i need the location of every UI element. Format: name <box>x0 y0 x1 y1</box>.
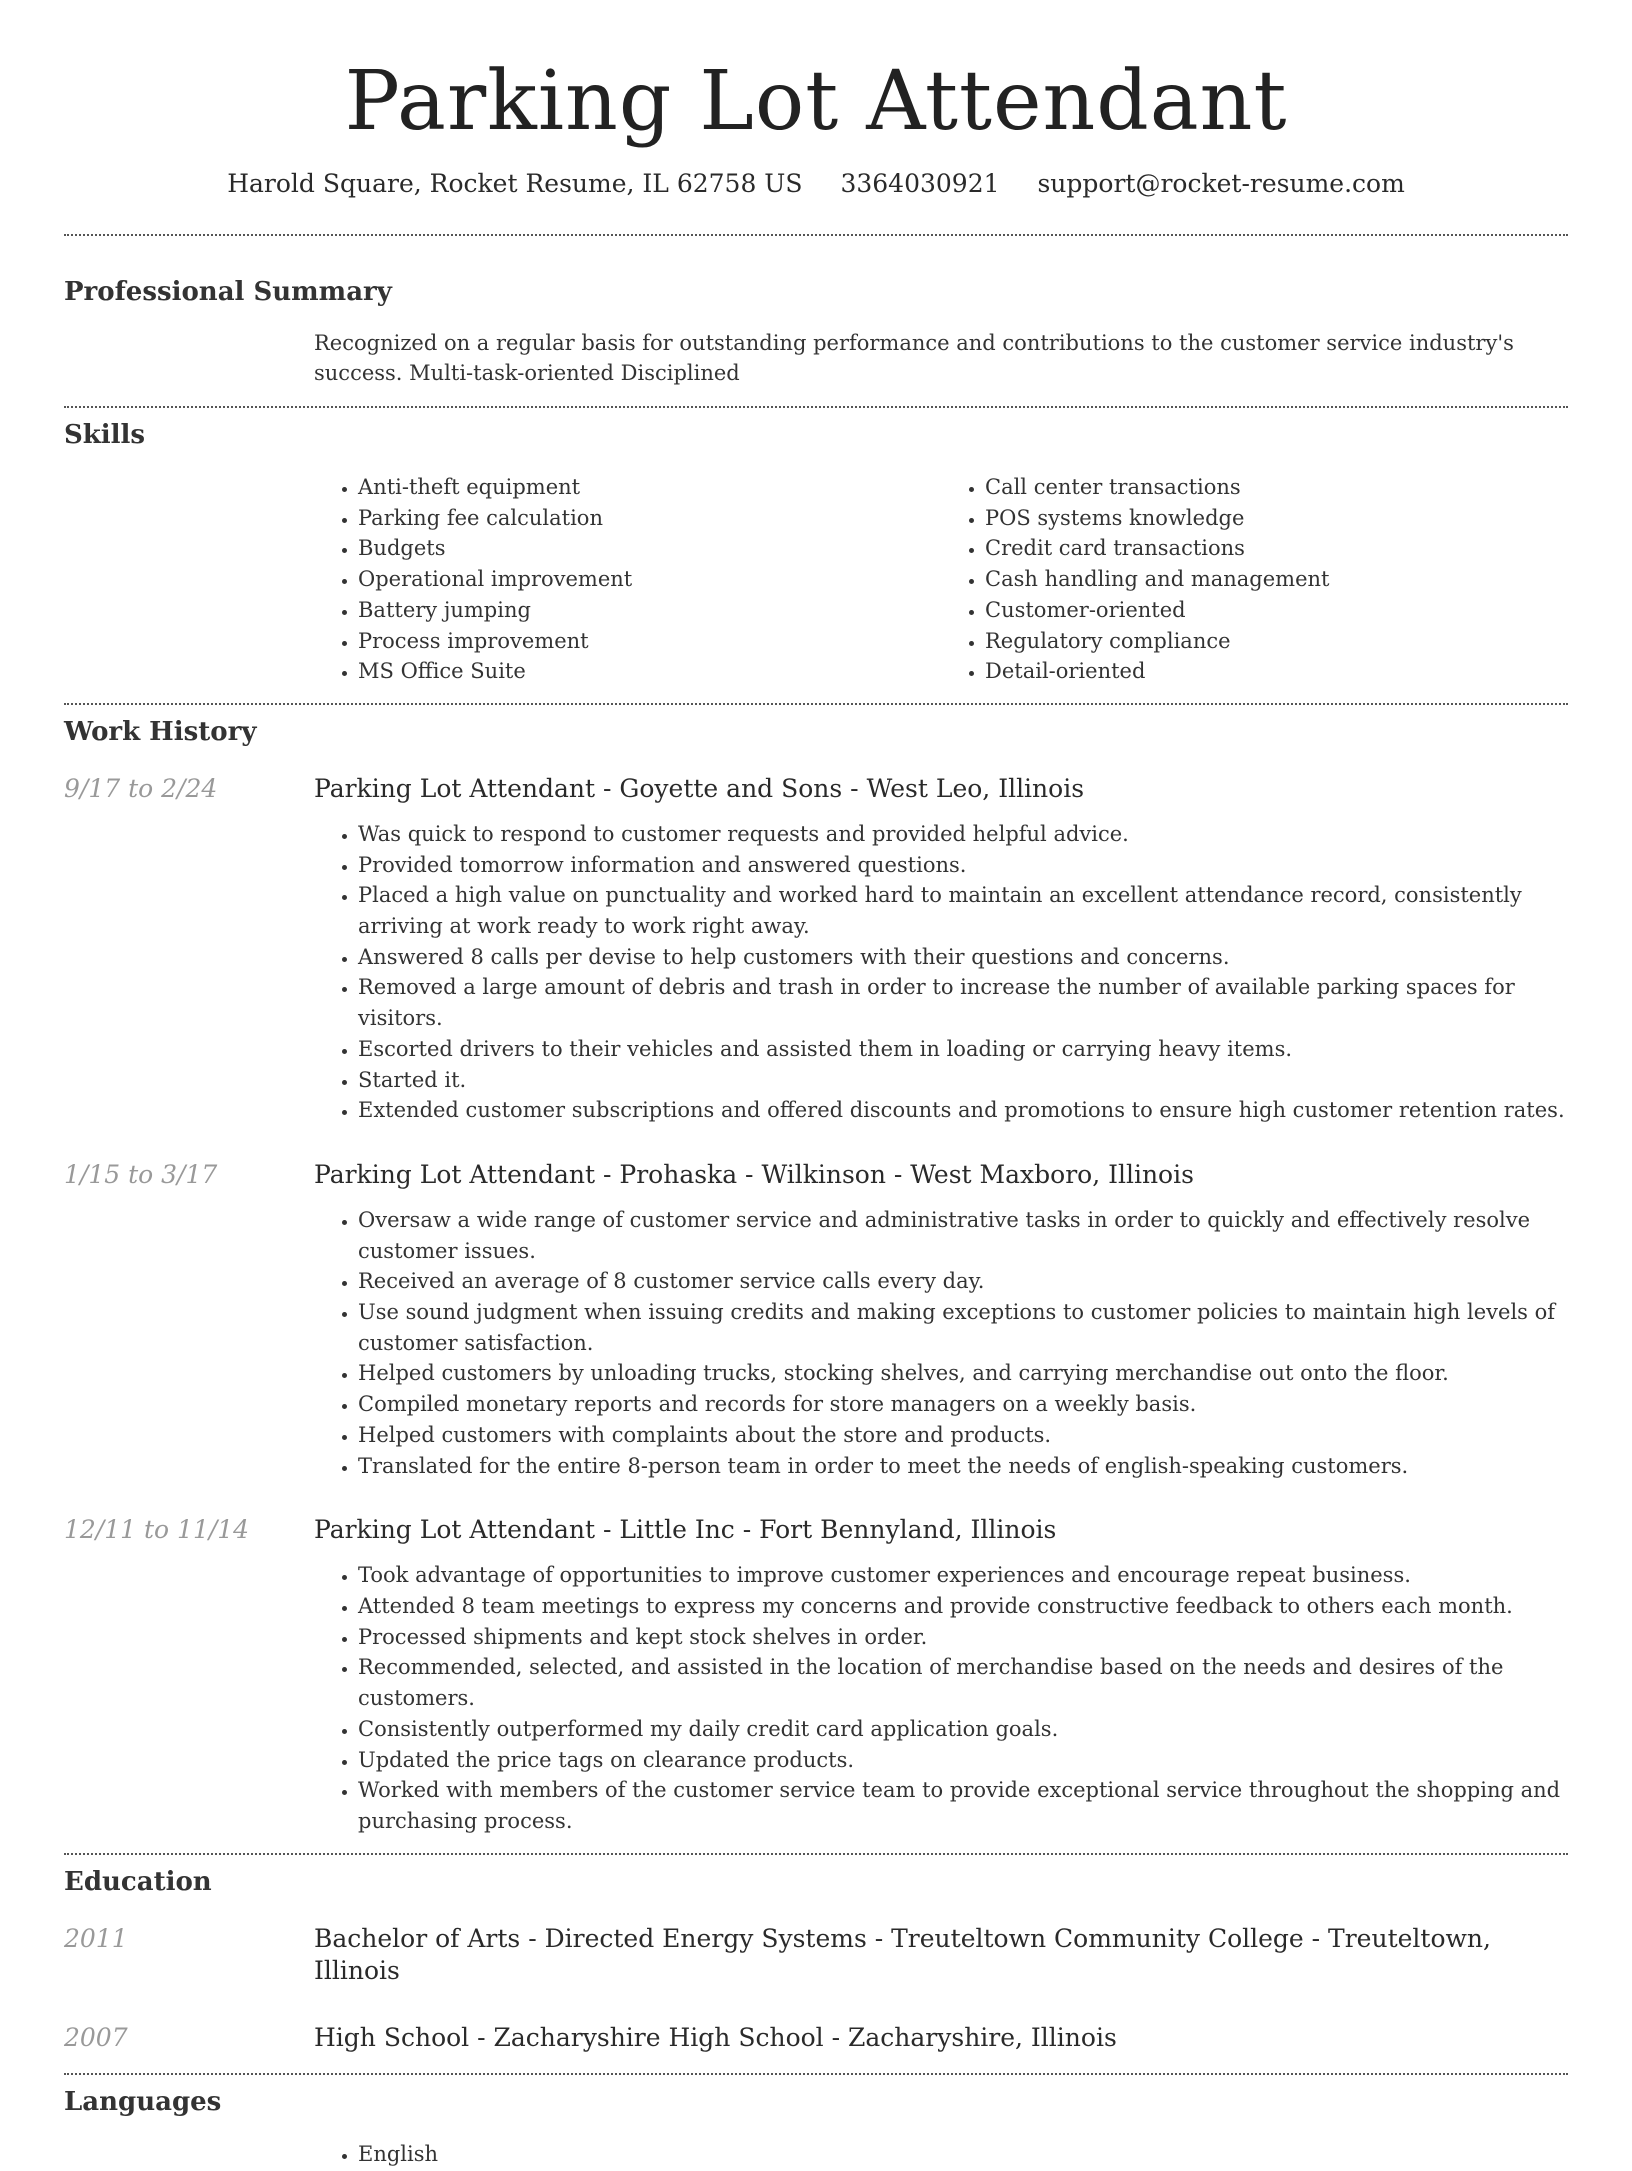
job-bullet: • Provided tomorrow information and answered questions. <box>358 850 1568 881</box>
job-bullet: • Received an average of 8 customer service calls every day. <box>358 1266 1568 1297</box>
job-bullet: • Escorted drivers to their vehicles and assisted them in loading or carrying heavy items. <box>358 1034 1568 1065</box>
job-bullets <box>314 819 1568 1126</box>
skill-item: • Anti-theft equipment <box>358 472 941 503</box>
job-bullet: • Recommended, selected, and assisted in the location of merchandise based on the needs and desires of the customers. <box>358 1652 1568 1713</box>
job-bullet: • Worked with members of the customer service team to provide exceptional service throughout the shopping and purchasing process. <box>358 1775 1568 1836</box>
education-heading: Bachelor of Arts - Directed Energy Systems - Treuteltown Community College - Treuteltown, Illinois <box>314 1923 1491 1985</box>
resume-name: Parking Lot Attendant <box>344 54 1288 149</box>
job-heading: Parking Lot Attendant - Little Inc - Fort Bennyland, Illinois <box>314 1515 1057 1545</box>
job-heading: Parking Lot Attendant - Goyette and Sons - West Leo, Illinois <box>314 773 1085 803</box>
job-bullet: • Oversaw a wide range of customer service and administrative tasks in order to quickly and effectively resolve customer issues. <box>358 1205 1568 1266</box>
job-heading: Parking Lot Attendant - Prohaska - Wilkinson - West Maxboro, Illinois <box>314 1159 1194 1189</box>
divider <box>64 234 1568 236</box>
skills-list-right <box>941 472 1568 687</box>
job-bullet: • Extended customer subscriptions and offered discounts and promotions to ensure high customer retention rates. <box>358 1095 1568 1126</box>
resume-page <box>64 0 1568 2169</box>
skill-item: • Detail-oriented <box>985 656 1568 687</box>
divider <box>64 2073 1568 2075</box>
job-bullet: • Placed a high value on punctuality and worked hard to maintain an excellent attendance record, consistently arriving at work ready to work right away. <box>358 880 1568 941</box>
section-title-skills: Skills <box>64 420 146 450</box>
contact-line <box>64 168 1568 200</box>
education-section <box>64 1865 1568 2054</box>
work-section <box>64 715 1568 1837</box>
job-bullet: • Updated the price tags on clearance products. <box>358 1745 1568 1776</box>
skill-item: • Parking fee calculation <box>358 503 941 534</box>
contact-phone: 3364030921 <box>840 169 1000 198</box>
language-item: • English <box>358 2139 1568 2170</box>
section-title-summary: Professional Summary <box>64 277 392 307</box>
education-year: 2011 <box>64 1923 128 1953</box>
section-title-work: Work History <box>64 716 257 747</box>
education-entry <box>64 1923 1568 1987</box>
skill-item: • Battery jumping <box>358 595 941 626</box>
education-heading: High School - Zacharyshire High School - Zacharyshire, Illinois <box>314 2022 1117 2052</box>
skill-item: • Operational improvement <box>358 564 941 595</box>
skills-section <box>64 418 1568 687</box>
job-dates: 1/15 to 3/17 <box>64 1159 218 1189</box>
job-bullet: • Removed a large amount of debris and trash in order to increase the number of available parking spaces for visitors. <box>358 972 1568 1033</box>
job-bullet: • Consistently outperformed my daily credit card application goals. <box>358 1714 1568 1745</box>
section-title-languages: Languages <box>64 2086 222 2117</box>
summary-section <box>64 275 1568 388</box>
job-bullet: • Started it. <box>358 1065 1568 1096</box>
contact-email: support@rocket-resume.com <box>1037 169 1405 198</box>
job-bullet: • Processed shipments and kept stock shelves in order. <box>358 1622 1568 1653</box>
job-bullet: • Translated for the entire 8-person team in order to meet the needs of english-speaking customers. <box>358 1451 1568 1482</box>
job-bullet: • Attended 8 team meetings to express my concerns and provide constructive feedback to others each month. <box>358 1591 1568 1622</box>
job-bullet: • Helped customers by unloading trucks, stocking shelves, and carrying merchandise out onto the floor. <box>358 1358 1568 1389</box>
job-bullets <box>314 1205 1568 1481</box>
divider <box>64 406 1568 408</box>
contact-address: Harold Square, Rocket Resume, IL 62758 US <box>227 169 803 198</box>
job-dates: 12/11 to 11/14 <box>64 1515 250 1545</box>
languages-section <box>64 2085 1568 2170</box>
skill-item: • Credit card transactions <box>985 533 1568 564</box>
languages-list <box>314 2139 1568 2170</box>
divider <box>64 703 1568 705</box>
skill-item: • MS Office Suite <box>358 656 941 687</box>
skill-item: • Cash handling and management <box>985 564 1568 595</box>
education-entry <box>64 2022 1568 2054</box>
skill-item: • Regulatory compliance <box>985 626 1568 657</box>
education-year: 2007 <box>64 2022 128 2052</box>
skill-item: • Process improvement <box>358 626 941 657</box>
job-bullets <box>314 1560 1568 1836</box>
job-entry <box>64 1514 1568 1836</box>
skill-item: • Budgets <box>358 533 941 564</box>
job-bullet: • Use sound judgment when issuing credits and making exceptions to customer policies to maintain high levels of customer satisfaction. <box>358 1297 1568 1358</box>
skill-item: • Call center transactions <box>985 472 1568 503</box>
job-bullet: • Compiled monetary reports and records for store managers on a weekly basis. <box>358 1389 1568 1420</box>
job-entry <box>64 1159 1568 1481</box>
job-bullet: • Took advantage of opportunities to improve customer experiences and encourage repeat business. <box>358 1560 1568 1591</box>
divider <box>64 1853 1568 1855</box>
job-bullet: • Was quick to respond to customer requests and provided helpful advice. <box>358 819 1568 850</box>
job-bullet: • Answered 8 calls per devise to help customers with their questions and concerns. <box>358 942 1568 973</box>
section-title-education: Education <box>64 1866 212 1897</box>
skill-item: • Customer-oriented <box>985 595 1568 626</box>
job-bullet: • Helped customers with complaints about the store and products. <box>358 1420 1568 1451</box>
skills-list-left <box>314 472 941 687</box>
job-entry <box>64 773 1568 1126</box>
skill-item: • POS systems knowledge <box>985 503 1568 534</box>
summary-text: Recognized on a regular basis for outstanding performance and contributions to the customer service industry's success. Multi-task-oriented Disciplined <box>314 331 1514 385</box>
job-dates: 9/17 to 2/24 <box>64 773 218 803</box>
